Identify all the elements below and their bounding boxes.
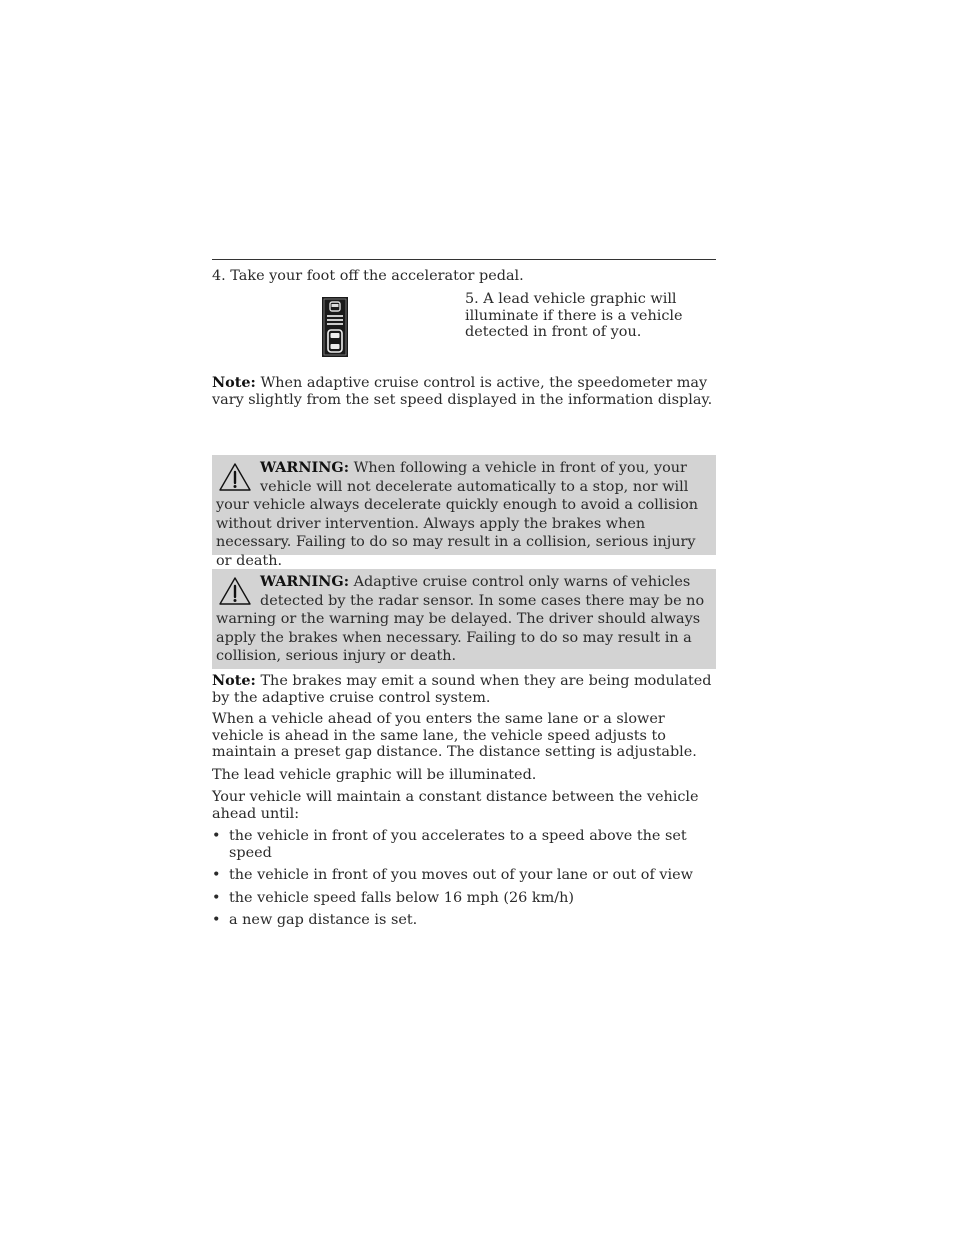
warning-label: WARNING:: [260, 573, 350, 590]
warning-text: When following a vehicle in front of you, your vehicle will not decelerate automatically to a stop, nor will your vehicle always decelerate quickly enough to avoid a collision without driver intervention. Always apply the brakes when necessary. Failing to do so may result in a collision, serious injury or death.: [216, 460, 699, 569]
list-item-text: the vehicle speed falls below 16 mph (26 km/h): [229, 889, 574, 906]
header-rule: [212, 259, 716, 260]
step-4-text: 4. Take your foot off the accelerator pedal.: [212, 268, 524, 284]
list-item: [212, 912, 716, 929]
step-5-text: 5. A lead vehicle graphic will illuminate if there is a vehicle detected in front of you.: [465, 291, 683, 341]
paragraph-maintain-distance: Your vehicle will maintain a constant distance between the vehicle ahead until:: [212, 789, 699, 822]
list-item: [212, 828, 716, 861]
note-label: Note:: [212, 374, 256, 391]
note-text: When adaptive cruise control is active, the speedometer may vary slightly from the set speed displayed in the information display.: [212, 375, 713, 408]
bullet-glyph: •: [212, 912, 221, 929]
warning-text: Adaptive cruise control only warns of vehicles detected by the radar sensor. In some cases there may be no warning or the warning may be delayed. The driver should always apply the brakes when necessary. Failing to do so may result in a collision, serious injury or death.: [216, 574, 705, 665]
bullet-glyph: •: [212, 889, 221, 906]
paragraph-gap-distance: When a vehicle ahead of you enters the same lane or a slower vehicle is ahead in the same lane, the vehicle speed adjusts to maintain a preset gap distance. The distance setting is adjustable.: [212, 711, 697, 761]
bullet-glyph: •: [212, 867, 221, 884]
warning-box-radar: [212, 569, 716, 669]
conditions-list: [212, 828, 716, 935]
warning-label: WARNING:: [260, 459, 350, 476]
warning-triangle-icon: [218, 576, 252, 606]
note-speedometer: [212, 375, 716, 408]
list-item-text: the vehicle in front of you accelerates to a speed above the set speed: [229, 828, 687, 861]
bullet-glyph: •: [212, 828, 221, 844]
note-brakes: [212, 673, 716, 706]
list-item: [212, 867, 716, 884]
warning-triangle-icon: [218, 462, 252, 492]
list-item-text: the vehicle in front of you moves out of your lane or out of view: [229, 867, 693, 884]
note-text: The brakes may emit a sound when they are being modulated by the adaptive cruise control system.: [212, 673, 712, 706]
list-item: [212, 890, 716, 907]
note-label: Note:: [212, 672, 256, 689]
list-item-text: a new gap distance is set.: [229, 912, 418, 929]
paragraph-graphic: The lead vehicle graphic will be illuminated.: [212, 767, 537, 783]
warning-box-following: [212, 455, 716, 569]
lead-vehicle-graphic-icon: [322, 297, 348, 357]
